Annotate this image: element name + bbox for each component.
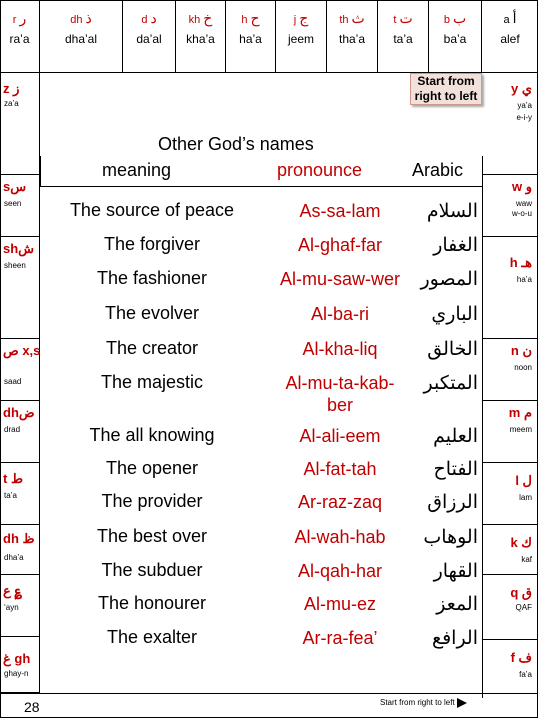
letter-name: kha’a (186, 32, 215, 46)
header-arabic: Arabic (412, 160, 464, 180)
letter-cell (123, 0, 176, 72)
letter-cell (276, 0, 327, 72)
name-arabic: العليم (433, 426, 478, 447)
letter-name: jeem (287, 32, 314, 46)
name-pronunciation: Al-wah-hab (294, 527, 386, 547)
letter-name: kaf (521, 555, 532, 564)
letter-glyph: dhض (3, 405, 35, 420)
name-arabic: المصور (420, 269, 478, 290)
name-pronunciation: Al-qah-har (297, 561, 383, 581)
letter-latin: t (393, 14, 397, 26)
name-arabic: الرافع (431, 628, 478, 649)
name-meaning: The majestic (100, 372, 204, 392)
letter-sounds: w-o-u (511, 209, 532, 218)
letter-cell (0, 525, 40, 575)
letter-cell (482, 463, 538, 525)
letter-name: alef (500, 32, 520, 46)
name-pronunciation: Al-ghaf-far (297, 235, 383, 255)
letter-cell (482, 175, 538, 237)
letter-cell (0, 237, 40, 339)
name-meaning: The subduer (101, 560, 203, 580)
letter-glyph: sس (3, 179, 27, 194)
letter-arabic: ث (351, 10, 365, 26)
name-pronunciation: Al-ali-eem (299, 426, 381, 446)
header-pronounce: pronounce (277, 160, 363, 180)
letter-name: ghay-n (4, 669, 29, 678)
name-meaning: The forgiver (103, 234, 201, 254)
name-pronunciation: As-sa-lam (299, 201, 381, 221)
letter-glyph: ع ؏ (3, 583, 22, 598)
letter-arabic: ب (452, 10, 467, 26)
letter-glyph: m م (508, 405, 532, 420)
header-divider (482, 156, 483, 187)
letter-cell (482, 525, 538, 575)
name-arabic: الرزاق (427, 492, 478, 513)
name-pronunciation: Ar-ra-fea’ (302, 628, 378, 648)
name-meaning: The source of peace (69, 200, 235, 220)
name-pronunciation: Al-kha-liq (302, 339, 378, 359)
letter-cell (226, 0, 276, 72)
name-meaning: The all knowing (89, 425, 215, 445)
letter-glyph: n ن (510, 343, 532, 358)
name-meaning: The exalter (106, 627, 198, 647)
letter-cell (327, 0, 378, 72)
letter-glyph: f ف (510, 650, 532, 665)
letter-name: saad (4, 377, 22, 386)
letter-name: meem (509, 425, 532, 434)
letter-cell (0, 73, 40, 175)
name-meaning: The best over (96, 526, 208, 546)
letter-name: lam (519, 493, 532, 502)
letter-latin: th (339, 14, 349, 26)
letter-arabic: أ (512, 10, 517, 26)
letter-glyph: y ي (510, 81, 532, 96)
footer-text: Start from right to left (380, 698, 455, 708)
letter-glyph: ص x,s (3, 343, 41, 358)
letter-cell (0, 463, 40, 525)
name-arabic: المعز (436, 594, 478, 615)
letter-name: ta’a (393, 32, 413, 46)
letter-name: QAF (515, 603, 532, 612)
letter-latin: b (443, 14, 450, 26)
letter-name: seen (4, 199, 22, 208)
footer-divider (0, 693, 538, 694)
letter-cell (482, 401, 538, 463)
letter-cell (0, 401, 40, 463)
name-arabic: الوهاب (423, 527, 478, 548)
name-meaning: The fashioner (96, 268, 208, 288)
name-arabic: القهار (433, 561, 478, 582)
letter-cell (0, 339, 40, 401)
letter-cell (482, 0, 538, 72)
letter-cell (176, 0, 226, 72)
letter-glyph: غ gh (3, 651, 31, 666)
page-number: 28 (24, 699, 40, 715)
name-pronunciation: Al-fat-tah (303, 459, 377, 479)
letter-glyph: l ل (515, 473, 532, 488)
letter-glyph: w و (511, 179, 532, 194)
letter-cell (482, 339, 538, 401)
letter-arabic: ت (399, 10, 413, 26)
letter-cell (0, 175, 40, 237)
letter-glyph: dh ظ (3, 531, 35, 546)
letter-glyph: t ط (3, 471, 23, 486)
letter-name: dha’al (64, 32, 98, 46)
letter-arabic: د (150, 10, 157, 26)
direction-callout: Start from right to left (410, 73, 482, 105)
name-pronunciation: Al-ba-ri (310, 304, 369, 324)
header-underline (40, 186, 482, 187)
page-title: Other God’s names (158, 134, 314, 154)
letter-name: ya’a (517, 101, 532, 110)
letter-cell (0, 575, 40, 637)
letter-arabic: ذ (85, 10, 92, 26)
letter-cell (482, 237, 538, 339)
name-arabic: الغفار (433, 235, 478, 256)
letter-latin: a (503, 14, 510, 26)
name-meaning: The evolver (104, 303, 200, 323)
name-meaning: The honourer (97, 593, 207, 613)
name-arabic: السلام (426, 201, 478, 222)
letter-name: za’a (4, 99, 19, 108)
letter-name: tha’a (338, 32, 366, 46)
name-meaning: The creator (105, 338, 199, 358)
letter-glyph: q ق (510, 585, 532, 600)
letter-name: drad (4, 425, 21, 434)
letter-cell (482, 575, 538, 640)
letter-latin: d (141, 14, 148, 26)
name-arabic: الباري (431, 304, 478, 325)
letter-arabic: ح (250, 10, 260, 26)
letter-arabic: خ (203, 10, 213, 26)
letter-cell (40, 0, 123, 72)
letter-name: ha’a (516, 275, 532, 284)
letter-name: da’al (136, 32, 162, 46)
letter-name: noon (514, 363, 532, 372)
letter-name: waw (515, 199, 532, 208)
letter-arabic: ج (299, 10, 309, 26)
name-pronunciation: Al-mu-saw-wer (279, 269, 400, 289)
letter-cell (378, 0, 429, 72)
letter-cell (482, 640, 538, 698)
name-meaning: The provider (101, 491, 203, 511)
letter-glyph: z ز (3, 81, 20, 96)
arrow-right-icon (457, 698, 467, 708)
letter-arabic: ر (19, 10, 27, 26)
letter-name: ha’a (239, 32, 262, 46)
letter-name: ba’a (443, 32, 467, 46)
letter-cell (429, 0, 482, 72)
header-divider (40, 156, 41, 187)
name-pronunciation: Al-mu-ta-kab-ber (285, 373, 395, 415)
letter-latin: h (241, 14, 248, 26)
letter-latin: dh (70, 14, 83, 26)
letter-name: ‘ayn (4, 603, 19, 612)
letter-name: fa’a (519, 670, 532, 679)
footer-note (380, 698, 467, 708)
name-arabic: المتكبر (423, 373, 478, 394)
name-arabic: الخالق (427, 339, 478, 360)
name-pronunciation: Ar-raz-zaq (297, 492, 382, 512)
name-meaning: The opener (105, 458, 199, 478)
header-meaning: meaning (102, 160, 172, 180)
letter-cell (482, 73, 538, 175)
letter-latin: j (293, 14, 297, 26)
letter-latin: r (12, 14, 17, 26)
letter-sounds: e-i-y (516, 113, 532, 122)
letter-glyph: h هـ (509, 255, 532, 270)
letter-name: ra’a (9, 32, 30, 46)
letter-name: ta’a (4, 491, 17, 500)
letter-glyph: k ك (510, 535, 532, 550)
letter-cell (0, 637, 40, 693)
letter-name: dha’a (4, 553, 24, 562)
name-pronunciation: Al-mu-ez (303, 594, 376, 614)
letter-name: sheen (4, 261, 26, 270)
name-arabic: الفتاح (433, 459, 478, 480)
letter-cell (0, 0, 40, 72)
letter-latin: kh (188, 14, 201, 26)
letter-glyph: shش (3, 241, 35, 256)
